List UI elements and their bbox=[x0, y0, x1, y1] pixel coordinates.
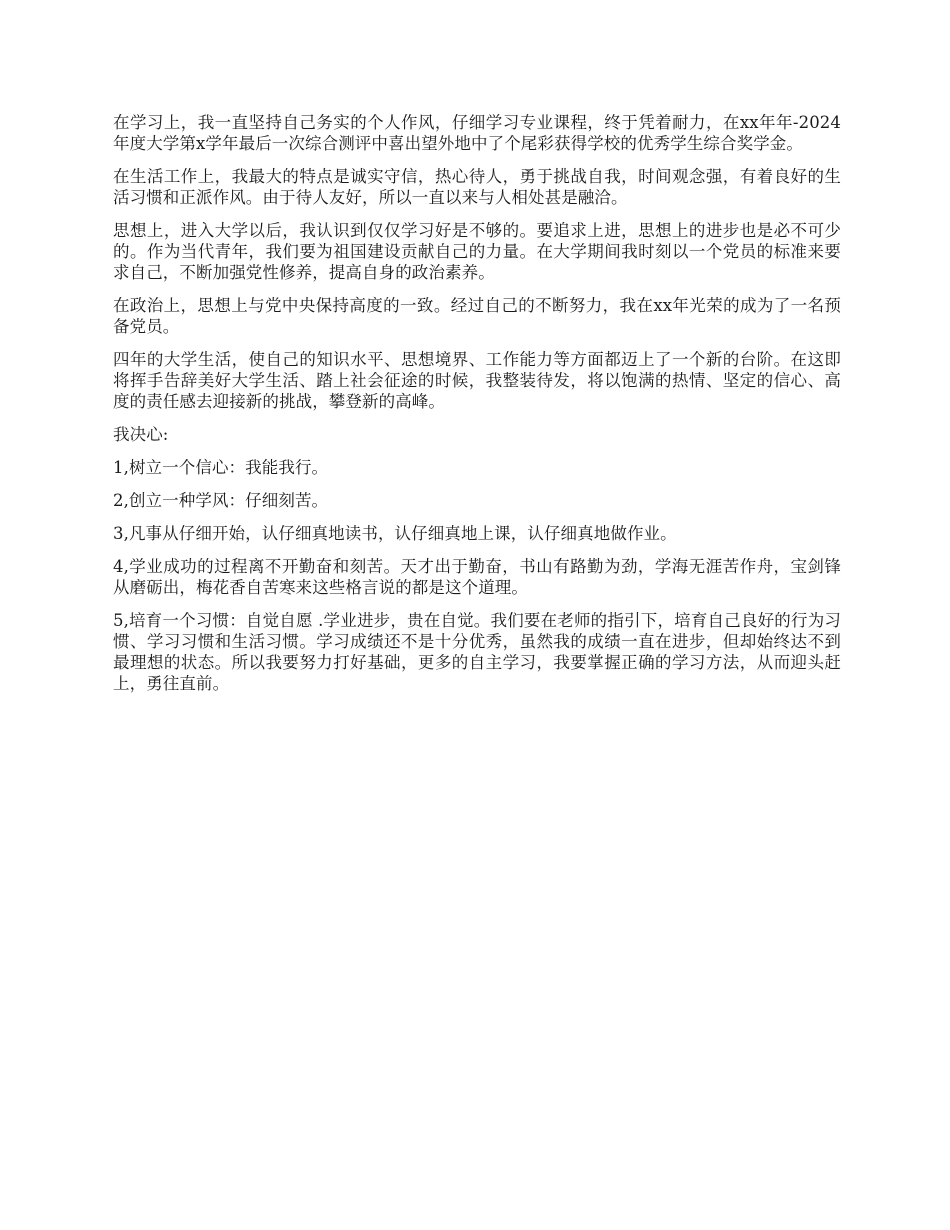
paragraph-thought: 思想上，进入大学以后，我认识到仅仅学习好是不够的。要追求上进，思想上的进步也是必不可少的。作为当代青年，我们要为祖国建设贡献自己的力量。在大学期间我时刻以一个党员的标准来要求自己，不断加强党性修养，提高自身的政治素养。 bbox=[113, 221, 841, 282]
paragraph-life-work: 在生活工作上，我最大的特点是诚实守信，热心待人，勇于挑战自我，时间观念强，有着良好的生活习惯和正派作风。由于待人友好，所以一直以来与人相处甚是融洽。 bbox=[113, 167, 841, 207]
document-body bbox=[113, 112, 841, 706]
paragraph-politics: 在政治上，思想上与党中央保持高度的一致。经过自己的不断努力，我在xx年光荣的成为了一名预备党员。 bbox=[113, 296, 841, 336]
paragraph-study: 在学习上，我一直坚持自己务实的个人作风，仔细学习专业课程，终于凭着耐力，在xx年年-2024年度大学第x学年最后一次综合测评中喜出望外地中了个尾彩获得学校的优秀学生综合奖学金。 bbox=[113, 113, 841, 153]
list-item-2: 2,创立一种学风：仔细刻苦。 bbox=[113, 491, 329, 510]
paragraph-resolution-heading: 我决心: bbox=[113, 425, 169, 444]
list-item-5: 5,培育一个习惯：自觉自愿 .学业进步，贵在自觉。我们要在老师的指引下，培育自己良好的行为习惯、学习习惯和生活习惯。学习成绩还不是十分优秀，虽然我的成绩一直在进步，但却始终达不到最理想的状态。所以我要努力打好基础，更多的自主学习，我要掌握正确的学习方法，从而迎头赶上，勇往直前。 bbox=[113, 611, 841, 693]
list-item-3: 3,凡事从仔细开始，认仔细真地读书，认仔细真地上课，认仔细真地做作业。 bbox=[113, 524, 677, 543]
list-item-1: 1,树立一个信心：我能我行。 bbox=[113, 458, 329, 477]
list-item-4: 4,学业成功的过程离不开勤奋和刻苦。天才出于勤奋，书山有路勤为劲，学海无涯苦作舟，宝剑锋从磨砺出，梅花香自苦寒来这些格言说的都是这个道理。 bbox=[113, 557, 841, 597]
paragraph-four-years: 四年的大学生活，使自己的知识水平、思想境界、工作能力等方面都迈上了一个新的台阶。在这即将挥手告辞美好大学生活、踏上社会征途的时候，我整装待发，将以饱满的热情、坚定的信心、高度的责任感去迎接新的挑战，攀登新的高峰。 bbox=[113, 350, 841, 411]
